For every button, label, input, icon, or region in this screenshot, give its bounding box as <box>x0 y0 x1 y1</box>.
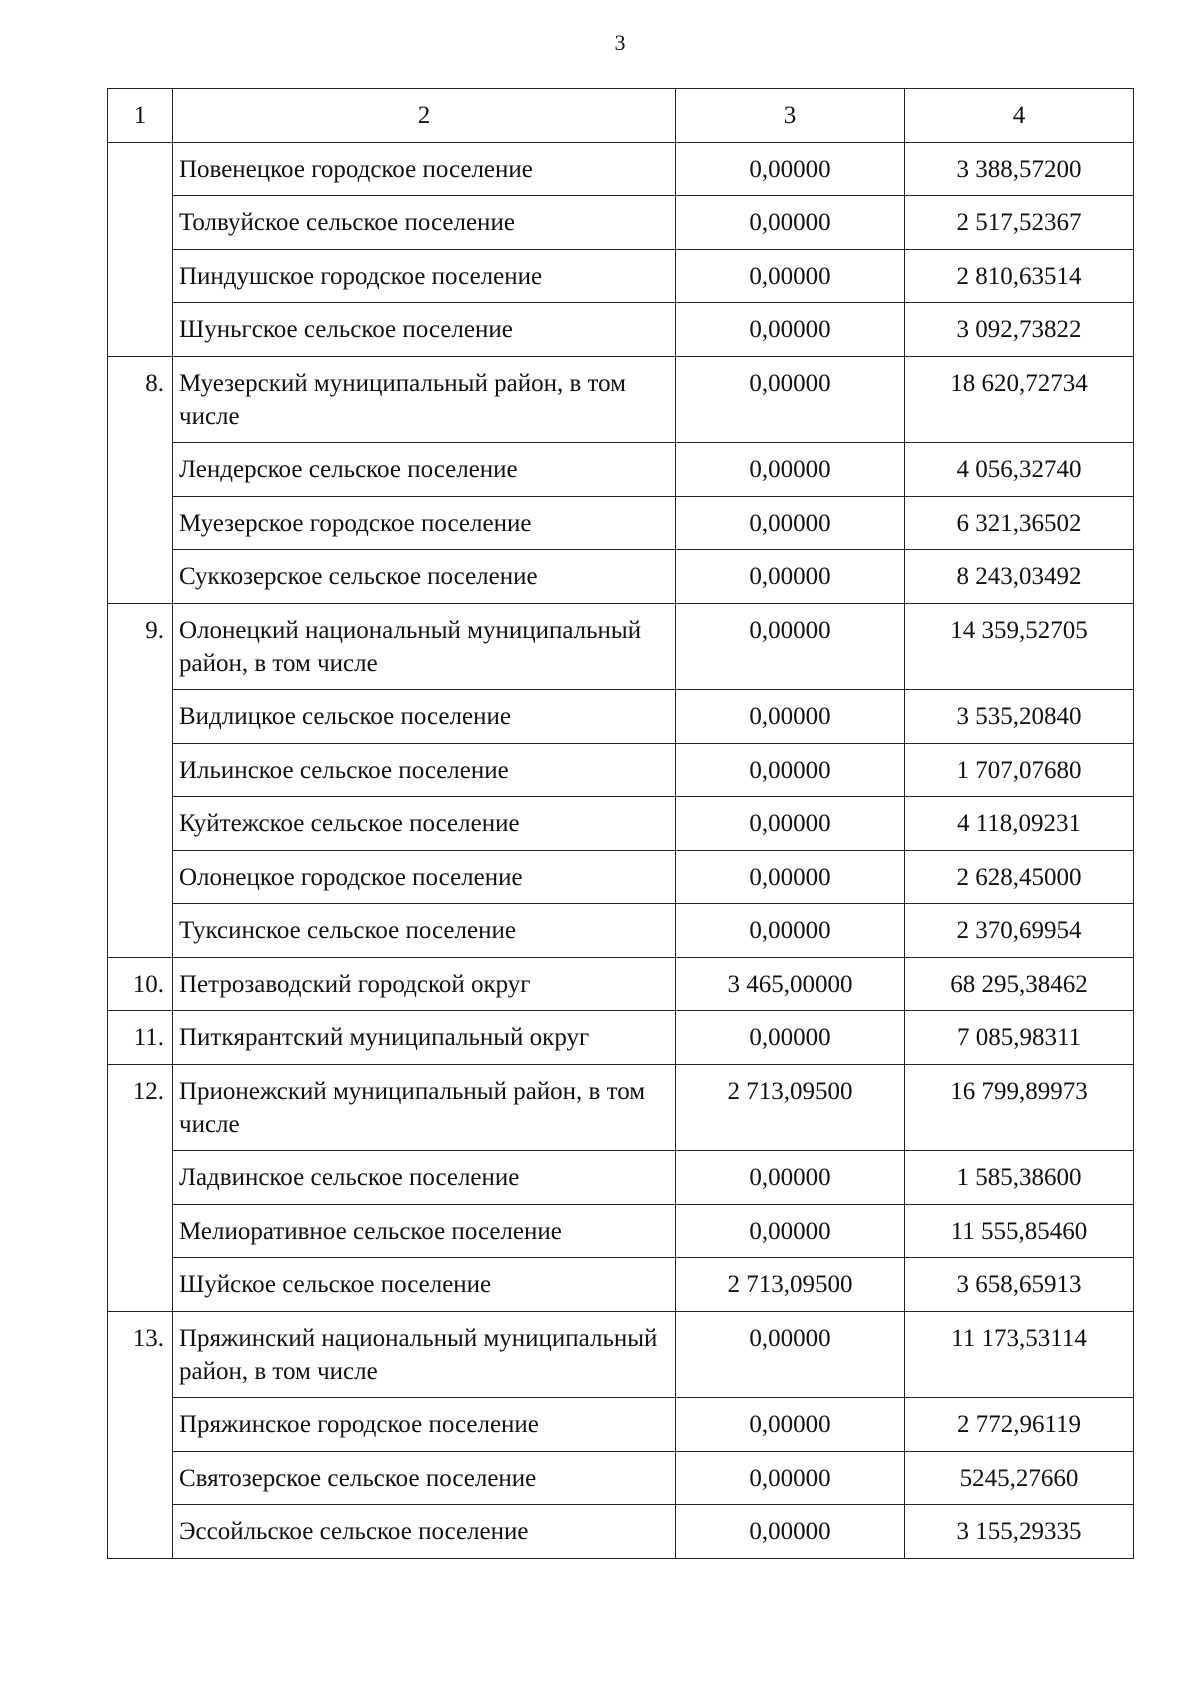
row-name-cell: Мелиоративное сельское поселение <box>173 1204 676 1258</box>
row-col3-cell: 0,00000 <box>676 1398 905 1452</box>
row-col4-cell: 11 555,85460 <box>905 1204 1134 1258</box>
row-col4-cell: 4 118,09231 <box>905 797 1134 851</box>
table-row <box>108 1151 1134 1205</box>
table-row <box>108 550 1134 604</box>
row-col4-cell: 2 772,96119 <box>905 1398 1134 1452</box>
table-header-row <box>108 89 1134 143</box>
table-row <box>108 1505 1134 1559</box>
row-col4-cell: 18 620,72734 <box>905 356 1134 443</box>
row-col3-cell: 0,00000 <box>676 1311 905 1398</box>
row-col4-cell: 3 658,65913 <box>905 1258 1134 1312</box>
row-number-cell <box>108 690 173 744</box>
table-row <box>108 249 1134 303</box>
row-col4-cell: 7 085,98311 <box>905 1011 1134 1065</box>
table-row <box>108 1398 1134 1452</box>
row-name-cell: Куйтежское сельское поселение <box>173 797 676 851</box>
row-col3-cell: 0,00000 <box>676 249 905 303</box>
table-row <box>108 1311 1134 1398</box>
row-name-cell: Лендерское сельское поселение <box>173 443 676 497</box>
header-cell-4: 4 <box>905 89 1134 143</box>
row-col3-cell: 0,00000 <box>676 1505 905 1559</box>
row-name-cell: Шуйское сельское поселение <box>173 1258 676 1312</box>
row-col4-cell: 68 295,38462 <box>905 957 1134 1011</box>
row-col3-cell: 0,00000 <box>676 797 905 851</box>
row-col4-cell: 3 535,20840 <box>905 690 1134 744</box>
row-col4-cell: 14 359,52705 <box>905 603 1134 690</box>
row-number-cell <box>108 904 173 958</box>
table-row <box>108 850 1134 904</box>
table-row <box>108 1064 1134 1151</box>
row-name-cell: Петрозаводский городской округ <box>173 957 676 1011</box>
table-row <box>108 1204 1134 1258</box>
row-number-cell <box>108 303 173 357</box>
row-name-cell: Туксинское сельское поселение <box>173 904 676 958</box>
table-row <box>108 303 1134 357</box>
row-col4-cell: 4 056,32740 <box>905 443 1134 497</box>
row-col3-cell: 0,00000 <box>676 904 905 958</box>
row-col4-cell: 2 628,45000 <box>905 850 1134 904</box>
row-col4-cell: 6 321,36502 <box>905 496 1134 550</box>
row-col4-cell: 1 585,38600 <box>905 1151 1134 1205</box>
row-name-cell: Пиндушское городское поселение <box>173 249 676 303</box>
row-name-cell: Суккозерское сельское поселение <box>173 550 676 604</box>
row-col3-cell: 2 713,09500 <box>676 1064 905 1151</box>
table-row <box>108 1011 1134 1065</box>
row-col3-cell: 0,00000 <box>676 303 905 357</box>
row-col4-cell: 2 517,52367 <box>905 196 1134 250</box>
row-name-cell: Пряжинский национальный муниципальный район, в том числе <box>173 1311 676 1398</box>
row-number-cell: 13. <box>108 1311 173 1398</box>
table-row <box>108 1258 1134 1312</box>
row-col3-cell: 0,00000 <box>676 443 905 497</box>
row-number-cell <box>108 443 173 497</box>
row-name-cell: Толвуйское сельское поселение <box>173 196 676 250</box>
row-col4-cell: 16 799,89973 <box>905 1064 1134 1151</box>
table-row <box>108 196 1134 250</box>
row-number-cell: 11. <box>108 1011 173 1065</box>
row-name-cell: Олонецкий национальный муниципальный район, в том числе <box>173 603 676 690</box>
row-number-cell <box>108 1505 173 1559</box>
row-number-cell: 10. <box>108 957 173 1011</box>
row-col3-cell: 0,00000 <box>676 496 905 550</box>
table-row <box>108 443 1134 497</box>
row-name-cell: Шуньгское сельское поселение <box>173 303 676 357</box>
row-name-cell: Повенецкое городское поселение <box>173 142 676 196</box>
row-col3-cell: 0,00000 <box>676 1151 905 1205</box>
page-number: 3 <box>614 30 626 55</box>
row-col3-cell: 0,00000 <box>676 1011 905 1065</box>
table-row <box>108 356 1134 443</box>
row-col4-cell: 3 155,29335 <box>905 1505 1134 1559</box>
row-col3-cell: 0,00000 <box>676 850 905 904</box>
table-row <box>108 496 1134 550</box>
row-number-cell <box>108 743 173 797</box>
row-col3-cell: 2 713,09500 <box>676 1258 905 1312</box>
row-col4-cell: 3 092,73822 <box>905 303 1134 357</box>
row-number-cell <box>108 1398 173 1452</box>
row-col3-cell: 3 465,00000 <box>676 957 905 1011</box>
row-col4-cell: 1 707,07680 <box>905 743 1134 797</box>
row-number-cell: 12. <box>108 1064 173 1151</box>
row-number-cell <box>108 1151 173 1205</box>
row-name-cell: Эссойльское сельское поселение <box>173 1505 676 1559</box>
table-row <box>108 690 1134 744</box>
data-table <box>107 88 1134 1559</box>
header-cell-1: 1 <box>108 89 173 143</box>
table-row <box>108 1451 1134 1505</box>
row-col3-cell: 0,00000 <box>676 1451 905 1505</box>
table-row <box>108 797 1134 851</box>
row-col3-cell: 0,00000 <box>676 142 905 196</box>
row-name-cell: Пряжинское городское поселение <box>173 1398 676 1452</box>
table-row <box>108 957 1134 1011</box>
row-number-cell <box>108 850 173 904</box>
row-col3-cell: 0,00000 <box>676 743 905 797</box>
table-row <box>108 142 1134 196</box>
row-number-cell <box>108 142 173 196</box>
row-col4-cell: 8 243,03492 <box>905 550 1134 604</box>
row-col3-cell: 0,00000 <box>676 196 905 250</box>
row-col3-cell: 0,00000 <box>676 550 905 604</box>
row-name-cell: Святозерское сельское поселение <box>173 1451 676 1505</box>
header-cell-2: 2 <box>173 89 676 143</box>
table-row <box>108 603 1134 690</box>
row-col4-cell: 11 173,53114 <box>905 1311 1134 1398</box>
row-name-cell: Питкярантский муниципальный округ <box>173 1011 676 1065</box>
row-col3-cell: 0,00000 <box>676 690 905 744</box>
row-col4-cell: 2 810,63514 <box>905 249 1134 303</box>
row-number-cell <box>108 196 173 250</box>
row-col3-cell: 0,00000 <box>676 1204 905 1258</box>
row-number-cell <box>108 249 173 303</box>
row-name-cell: Видлицкое сельское поселение <box>173 690 676 744</box>
row-name-cell: Муезерский муниципальный район, в том числе <box>173 356 676 443</box>
row-col4-cell: 3 388,57200 <box>905 142 1134 196</box>
row-col3-cell: 0,00000 <box>676 603 905 690</box>
table-row <box>108 743 1134 797</box>
row-col3-cell: 0,00000 <box>676 356 905 443</box>
row-col4-cell: 5245,27660 <box>905 1451 1134 1505</box>
row-name-cell: Олонецкое городское поселение <box>173 850 676 904</box>
row-number-cell <box>108 1204 173 1258</box>
row-number-cell: 9. <box>108 603 173 690</box>
row-number-cell <box>108 1451 173 1505</box>
row-number-cell <box>108 1258 173 1312</box>
row-name-cell: Ладвинское сельское поселение <box>173 1151 676 1205</box>
row-name-cell: Прионежский муниципальный район, в том числе <box>173 1064 676 1151</box>
row-number-cell <box>108 797 173 851</box>
row-number-cell <box>108 496 173 550</box>
row-col4-cell: 2 370,69954 <box>905 904 1134 958</box>
table-row <box>108 904 1134 958</box>
row-name-cell: Муезерское городское поселение <box>173 496 676 550</box>
row-number-cell <box>108 550 173 604</box>
row-name-cell: Ильинское сельское поселение <box>173 743 676 797</box>
header-cell-3: 3 <box>676 89 905 143</box>
row-number-cell: 8. <box>108 356 173 443</box>
